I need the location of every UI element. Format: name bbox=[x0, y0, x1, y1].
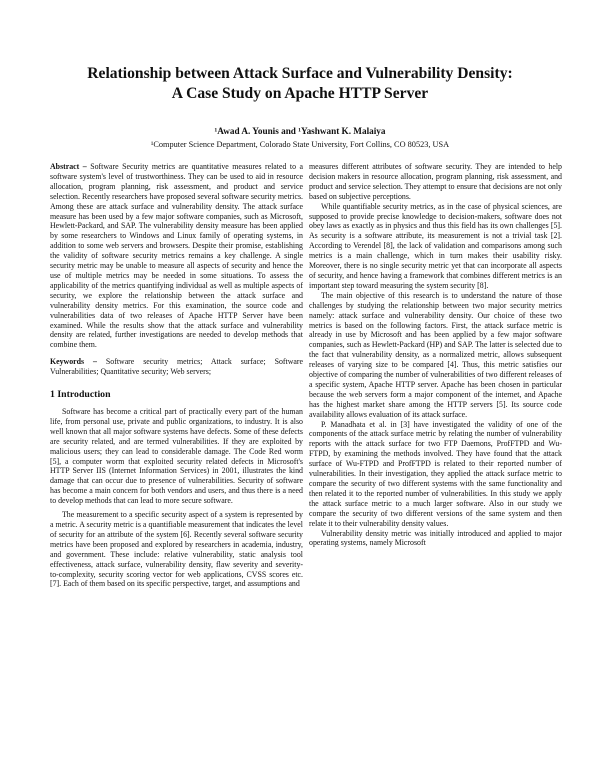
right-paragraph-0: measures different attributes of software security. They are intended to help decision makers in resource allocation, program planning, risk assessment, and product and service selection. They attempt to ensure that decisions are not only based on subjective perceptions. bbox=[309, 162, 562, 201]
section-heading-introduction: 1 Introduction bbox=[50, 389, 111, 401]
title-line-1: Relationship between Attack Surface and Vulnerability Density: bbox=[87, 65, 513, 82]
right-paragraph-2: The main objective of this research is to understand the nature of those challenges by studying the relationship between two major security metrics namely: attack surface and vulnerability density. Our choice of these two metrics is based on the following factors. First, the attack surface metric is already in use by Microsoft and has been applied by a few major software companies, such as Hewlett-Packard (HP) and SAP. The latter is selected due to the fact that vulnerability density, as a normalized metric, allows subsequent releases of varying size to be compared [4]. Thus, this metric satisfies our objective of comparing the number of vulnerabilities of two different releases of a specific system, Apache HTTP server. Apache has been chosen in particular because the web servers form a major component of the internet, and Apache has the highest market share among the HTTP servers [5]. Its source code availability allows evaluation of its attack surface. bbox=[309, 290, 562, 419]
abstract-heading: Abstract – bbox=[50, 162, 87, 171]
abstract bbox=[50, 162, 303, 350]
right-column bbox=[309, 162, 562, 548]
keywords-text: Software security metrics; Attack surface; Software Vulnerabilities; Quantitative security; Web servers; bbox=[50, 357, 304, 377]
right-paragraph-4: Vulnerability density metric was initially introduced and applied to major operating systems, namely Microsoft bbox=[309, 528, 562, 548]
intro-paragraph-2: The measurement to a specific security aspect of a system is represented by a metric. A security metric is a quantifiable measurement that indicates the level of security for an attribute of the system [6]. Recently several software security metrics have been proposed and explored by researchers in academia, industry, and government. These include: relative vulnerability, static analysis tool effectiveness, attack surface, vulnerability density, flaw severity and severity-to-complexity, security scoring vector for web applications, CVSS scores etc. [7]. Each of them based on its specific perspective, target, and assumptions and bbox=[50, 510, 303, 589]
right-paragraph-3: P. Manadhata et al. in [3] have investigated the validity of one of the components of the attack surface metric by relating the number of vulnerability reports with the attack surface for two FTP Daemons, ProfFTPD and Wu-FTPD, by examining the methods involved. They have found that the attack surface of Wu-FTPD and ProfFTPD is related to their reported number of vulnerabilities. In their investigation, they applied the attack surface metric to compare the security of two different systems with the same functionality and then related it to the reported number of vulnerabilities. In this study we apply the attack surface metric to a much larger software. Also in our study we compare the security of two different versions of the same system and then relate it to their vulnerability density values. bbox=[309, 419, 562, 528]
abstract-text: Software Security metrics are quantitative measures related to a software system's level of trustworthiness. They can be used to aid in resource allocation, program planning, risk assessment, and product and service selection. Recently researchers have proposed several software security metrics. Among these are attack surface and vulnerability density. The attack surface measure has been used by a few major software companies, such as Microsoft, Hewlett-Packard, and SAP. The vulnerability density measure has been applied by some researchers to Windows and Linux family of operating systems, in addition to some web servers and browsers. Despite their promise, establishing the validity of software security metrics remains a key challenge. A single security metric may be unable to measure all aspects of security and hence the use of multiple metrics may be needed in some situations. To assess the applicability of the metrics quantifying individual as well as multiple aspects of security, we explore the relationship between the attack surface and vulnerability density metrics. For this examination, the source code and vulnerabilities data of two releases of Apache HTTP Server have been examined. While the results show that the attack surface and vulnerability density are related, further investigations are needed to develop methods that combine them. bbox=[50, 162, 303, 350]
author-line: ¹Awad A. Younis and ¹Yashwant K. Malaiya bbox=[214, 126, 386, 136]
right-paragraph-1: While quantifiable security metrics, as in the case of physical sciences, are supposed to provide precise knowledge to decision-makers, software does not obey laws as exactly as in physics and thus this field has its own challenges [5]. As security is a software attribute, its measurement is not a trivial task [2]. According to Verendel [8], the lack of validation and comparisons among such metrics is a main challenge, which in turn makes their usability risky. Moreover, there is no single security metric yet that can incorporate all aspects of security, and hence having a framework that combines different metrics is an important step toward measuring the system security [8]. bbox=[309, 201, 562, 290]
keywords bbox=[50, 357, 303, 377]
affiliation-line: ¹Computer Science Department, Colorado State University, Fort Collins, CO 80523, USA bbox=[150, 140, 450, 149]
keywords-heading: Keywords – bbox=[50, 357, 97, 367]
paper-title bbox=[40, 64, 560, 104]
title-line-2: A Case Study on Apache HTTP Server bbox=[171, 85, 429, 102]
intro-paragraph-1: Software has become a critical part of practically every part of the human life, from personal use, private and public organizations, to industry. It is also well known that all major software systems have defects. Some of these defects are security related, and are termed vulnerabilities. If they are exploited by malicious users; they can lead to considerable damage. The Code Red worm [5], a computer worm that exploited security related defects in Microsoft's HTTP Server IIS (Internet Information Services) in 2001, illustrates the kind damage that can occur due to presence of vulnerabilities. Security of software has become a main concern for both vendors and users, and thus there is a need to develop methods that can lead to more secure software. bbox=[50, 407, 303, 506]
left-column bbox=[50, 162, 303, 589]
